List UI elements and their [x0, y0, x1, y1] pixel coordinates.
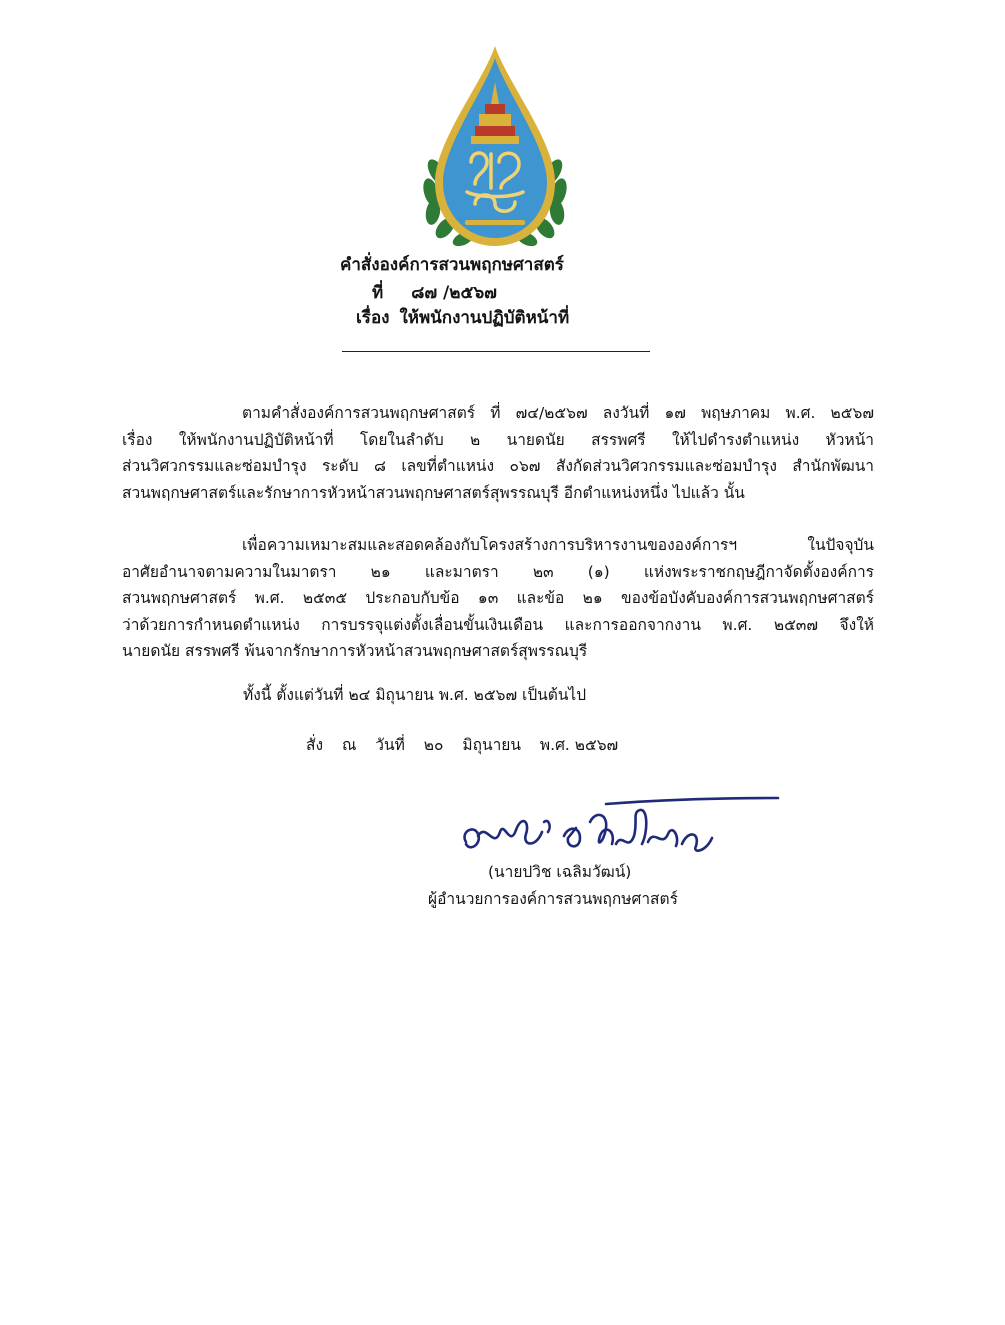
paragraph-background — [122, 400, 874, 506]
order-subject-value: ให้พนักงานปฏิบัติหน้าที่ — [399, 308, 570, 328]
signer-name: (นายปวิช เฉลิมวัฒน์) — [488, 863, 632, 881]
paragraph-line: สวนพฤกษศาสตร์ พ.ศ. ๒๕๓๕ ประกอบกับข้อ ๑๓ และข้อ ๒๑ ของข้อบังคับองค์การสวนพฤกษศาสตร์ — [122, 589, 874, 607]
header-divider — [342, 351, 650, 352]
paragraph-decision — [122, 532, 874, 665]
paragraph-line: ว่าด้วยการกำหนดตำแหน่ง การบรรจุแต่งตั้งเลื่อนขั้นเงินเดือน และการออกจากงาน พ.ศ. ๒๕๓๗ จึงให้ — [122, 615, 874, 634]
paragraph-line: เรื่อง ให้พนักงานปฏิบัติหน้าที่ โดยในลำดับ ๒ นายดนัย สรรพศรี ให้ไปดำรงตำแหน่ง หัวหน้า — [122, 430, 874, 449]
order-subject — [356, 307, 756, 329]
order-number-label: ที่ — [372, 283, 384, 303]
organization-logo-icon — [415, 42, 575, 254]
signer-position: ผู้อำนวยการองค์การสวนพฤกษศาสตร์ — [428, 890, 678, 908]
paragraph-line: อาศัยอำนาจตามความในมาตรา ๒๑ และมาตรา ๒๓ (๑) แห่งพระราชกฤษฎีกาจัดตั้งองค์การ — [122, 562, 874, 581]
paragraph-line: นายดนัย สรรพศรี พ้นจากรักษาการหัวหน้าสวนพฤกษศาสตร์สุพรรณบุรี — [122, 642, 588, 660]
handwritten-signature — [456, 792, 786, 862]
order-date-label: วันที่ — [375, 736, 405, 754]
order-date-month: มิถุนายน — [462, 736, 521, 754]
order-date-at: ณ — [341, 736, 357, 754]
paragraph-line: เพื่อความเหมาะสมและสอดคล้องกับโครงสร้างการบริหารงานขององค์การฯ ในปัจจุบัน — [242, 536, 874, 554]
order-date-year: พ.ศ. ๒๕๖๗ — [539, 736, 619, 754]
document-title: คำสั่งองค์การสวนพฤกษศาสตร์ — [340, 255, 564, 275]
order-number-value: ๘๗ /๒๕๖๗ — [411, 283, 497, 303]
order-number — [372, 282, 772, 304]
order-date-prefix: สั่ง — [306, 736, 324, 754]
paragraph-line: ตามคำสั่งองค์การสวนพฤกษศาสตร์ ที่ ๗๔/๒๕๖๗ ลงวันที่ ๑๗ พฤษภาคม พ.ศ. ๒๕๖๗ — [242, 404, 874, 422]
paragraph-line: สวนพฤกษศาสตร์และรักษาการหัวหน้าสวนพฤกษศาสตร์สุพรรณบุรี อีกตำแหน่งหนึ่ง ไปแล้ว นั้น — [122, 483, 745, 502]
order-subject-label: เรื่อง — [356, 308, 390, 328]
effective-date: ทั้งนี้ ตั้งแต่วันที่ ๒๔ มิถุนายน พ.ศ. ๒๕๖๗ เป็นต้นไป — [243, 686, 587, 704]
order-date-day: ๒๐ — [423, 736, 444, 754]
paragraph-line: ส่วนวิศวกรรมและซ่อมบำรุง ระดับ ๘ เลขที่ตำแหน่ง ๐๖๗ สังกัดส่วนวิศวกรรมและซ่อมบำรุง สำนักพัฒนา — [122, 457, 874, 475]
order-date — [306, 732, 632, 758]
